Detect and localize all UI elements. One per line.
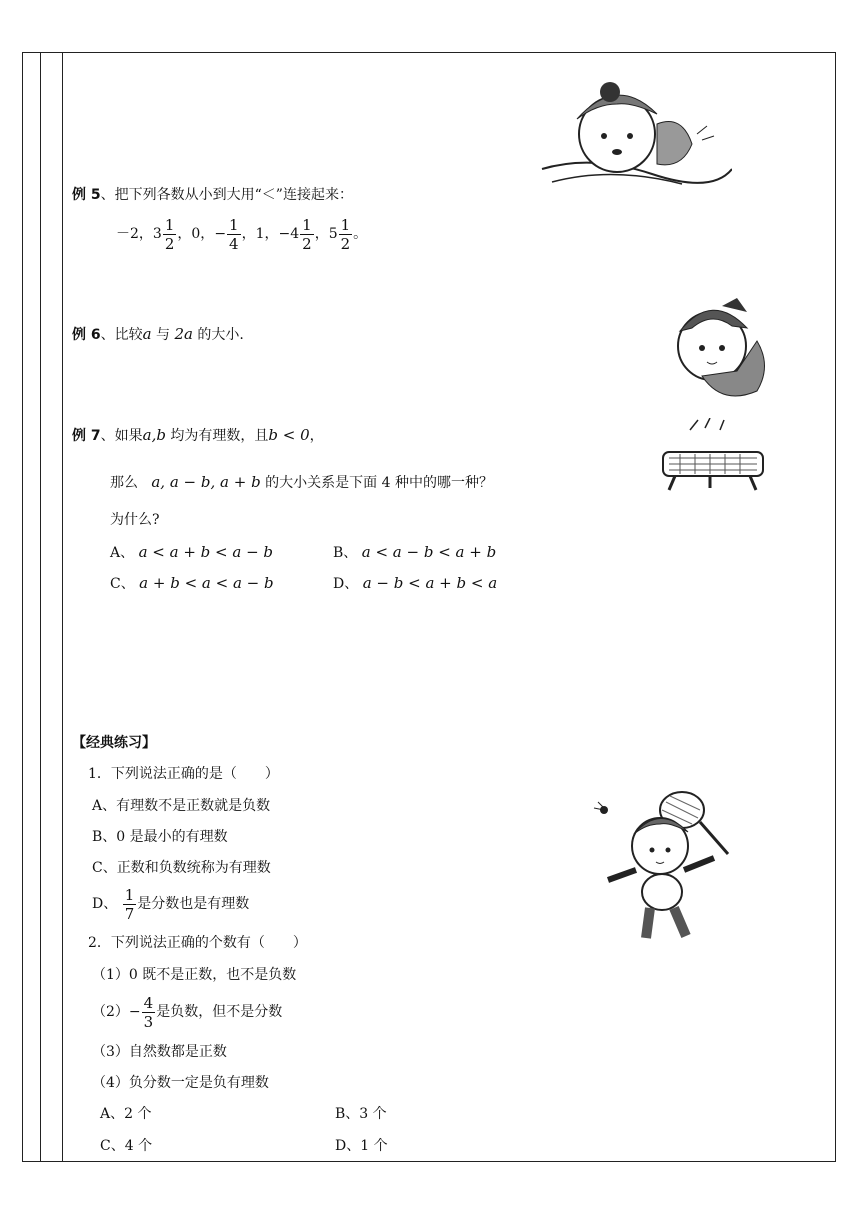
margin-line-2 — [62, 52, 63, 1162]
example-6-label: 例 6 — [72, 327, 101, 343]
number-5 — [329, 214, 353, 254]
q1d-den: 7 — [124, 904, 135, 923]
question-2-statement-2 — [92, 992, 282, 1032]
example-7-line2-expr: a, a − b, a + b — [151, 473, 261, 491]
option-b-expr: a < a − b < a + b — [361, 543, 497, 561]
separator-2: ，1， — [241, 226, 279, 242]
option-c-label: C、 — [110, 576, 135, 592]
number-3 — [214, 214, 241, 254]
option-a-label: A、 — [110, 545, 135, 561]
question-1-option-d — [92, 884, 249, 924]
number-5-whole: 5 — [328, 226, 338, 242]
q1d-post: 是分数也是有理数 — [137, 896, 250, 912]
example-6-post: 的大小. — [192, 327, 244, 343]
question-2-statement-4: （4）负分数一定是负有理数 — [92, 1075, 269, 1091]
number-4-whole: −4 — [278, 226, 300, 242]
example-6-pre: 、比较 — [100, 327, 143, 343]
question-2-option-a: A、2 个 — [100, 1106, 152, 1122]
practice-heading: 【经典练习】 — [72, 735, 156, 751]
option-d-expr: a − b < a + b < a — [362, 574, 498, 592]
example-7-line2-post: 的大小关系是下面 4 种中的哪一种？ — [260, 475, 493, 491]
example-7-option-d — [333, 573, 497, 594]
number-4-num: 1 — [302, 215, 312, 234]
separator-1: ，0， — [177, 226, 215, 242]
q2-2-num: 4 — [143, 993, 154, 1012]
example-7-line2 — [110, 472, 493, 493]
cartoon-badminton-illustration — [590, 788, 740, 948]
example-6-var-2a: 2a — [174, 325, 193, 343]
number-4 — [279, 214, 315, 254]
number-5-den: 2 — [340, 234, 351, 253]
separator-3: ， — [314, 226, 329, 242]
number-2-whole: 3 — [152, 226, 162, 242]
q1d-num: 1 — [124, 885, 135, 904]
example-6 — [72, 324, 244, 345]
question-1-option-c: C、正数和负数统称为有理数 — [92, 860, 271, 876]
number-2 — [153, 214, 177, 254]
option-b-label: B、 — [333, 545, 358, 561]
example-7-line2-pre: 那么 — [110, 475, 138, 491]
q2-2-sign: − — [128, 1004, 141, 1020]
number-3-sign: − — [214, 226, 227, 242]
question-1: 1．下列说法正确的是（ ） — [88, 766, 279, 782]
q1d-label: D、 — [92, 896, 118, 912]
example-7-mid: 均为有理数，且 — [165, 428, 269, 444]
question-2-statement-1: （1）0 既不是正数，也不是负数 — [92, 967, 297, 983]
example-5-title — [72, 185, 353, 205]
example-7 — [72, 425, 324, 446]
example-6-var-a: a — [142, 325, 152, 343]
option-d-label: D、 — [333, 576, 359, 592]
q2-2-label: （2） — [92, 1004, 129, 1020]
example-5-numbers — [116, 214, 367, 254]
question-2-option-c: C、4 个 — [100, 1138, 153, 1154]
example-7-option-b — [333, 542, 496, 563]
example-7-option-c — [110, 573, 274, 594]
example-7-line3: 为什么? — [110, 512, 160, 528]
number-2-num: 1 — [164, 215, 175, 234]
example-7-vars: a,b — [142, 426, 166, 444]
number-3-den: 4 — [229, 234, 239, 253]
question-1-option-a: A、有理数不是正数就是负数 — [92, 798, 271, 814]
question-1-option-b: B、0 是最小的有理数 — [92, 829, 228, 845]
example-6-mid: 与 — [151, 327, 175, 343]
cartoon-trampoline-illustration — [655, 418, 775, 498]
question-2-option-b: B、3 个 — [335, 1106, 387, 1122]
number-5-num: 1 — [340, 215, 351, 234]
end-mark: 。 — [353, 226, 368, 242]
example-7-condition: b < 0 — [268, 426, 310, 444]
q2-2-den: 3 — [143, 1012, 154, 1031]
cartoon-girl-swimming-illustration — [532, 74, 732, 194]
question-2-statement-3: （3）自然数都是正数 — [92, 1044, 227, 1060]
number-3-num: 1 — [229, 215, 239, 234]
example-7-post: ， — [309, 428, 324, 444]
margin-line-1 — [40, 52, 41, 1162]
example-7-option-a — [110, 542, 273, 563]
cartoon-boy-illustration — [662, 296, 782, 411]
number-1: －2， — [116, 226, 153, 242]
number-2-den: 2 — [164, 234, 175, 253]
question-2: 2．下列说法正确的个数有（ ） — [88, 935, 307, 951]
q2-2-post: 是负数，但不是分数 — [156, 1004, 283, 1020]
question-2-option-d: D、1 个 — [335, 1138, 388, 1154]
example-7-pre: 、如果 — [100, 428, 143, 444]
option-c-expr: a + b < a < a − b — [139, 574, 274, 592]
example-5-label: 例 5 — [72, 187, 101, 203]
example-5-text: 、把下列各数从小到大用“＜”连接起来： — [100, 187, 353, 203]
option-a-expr: a < a + b < a − b — [138, 543, 274, 561]
example-7-label: 例 7 — [72, 428, 101, 444]
number-4-den: 2 — [302, 234, 312, 253]
